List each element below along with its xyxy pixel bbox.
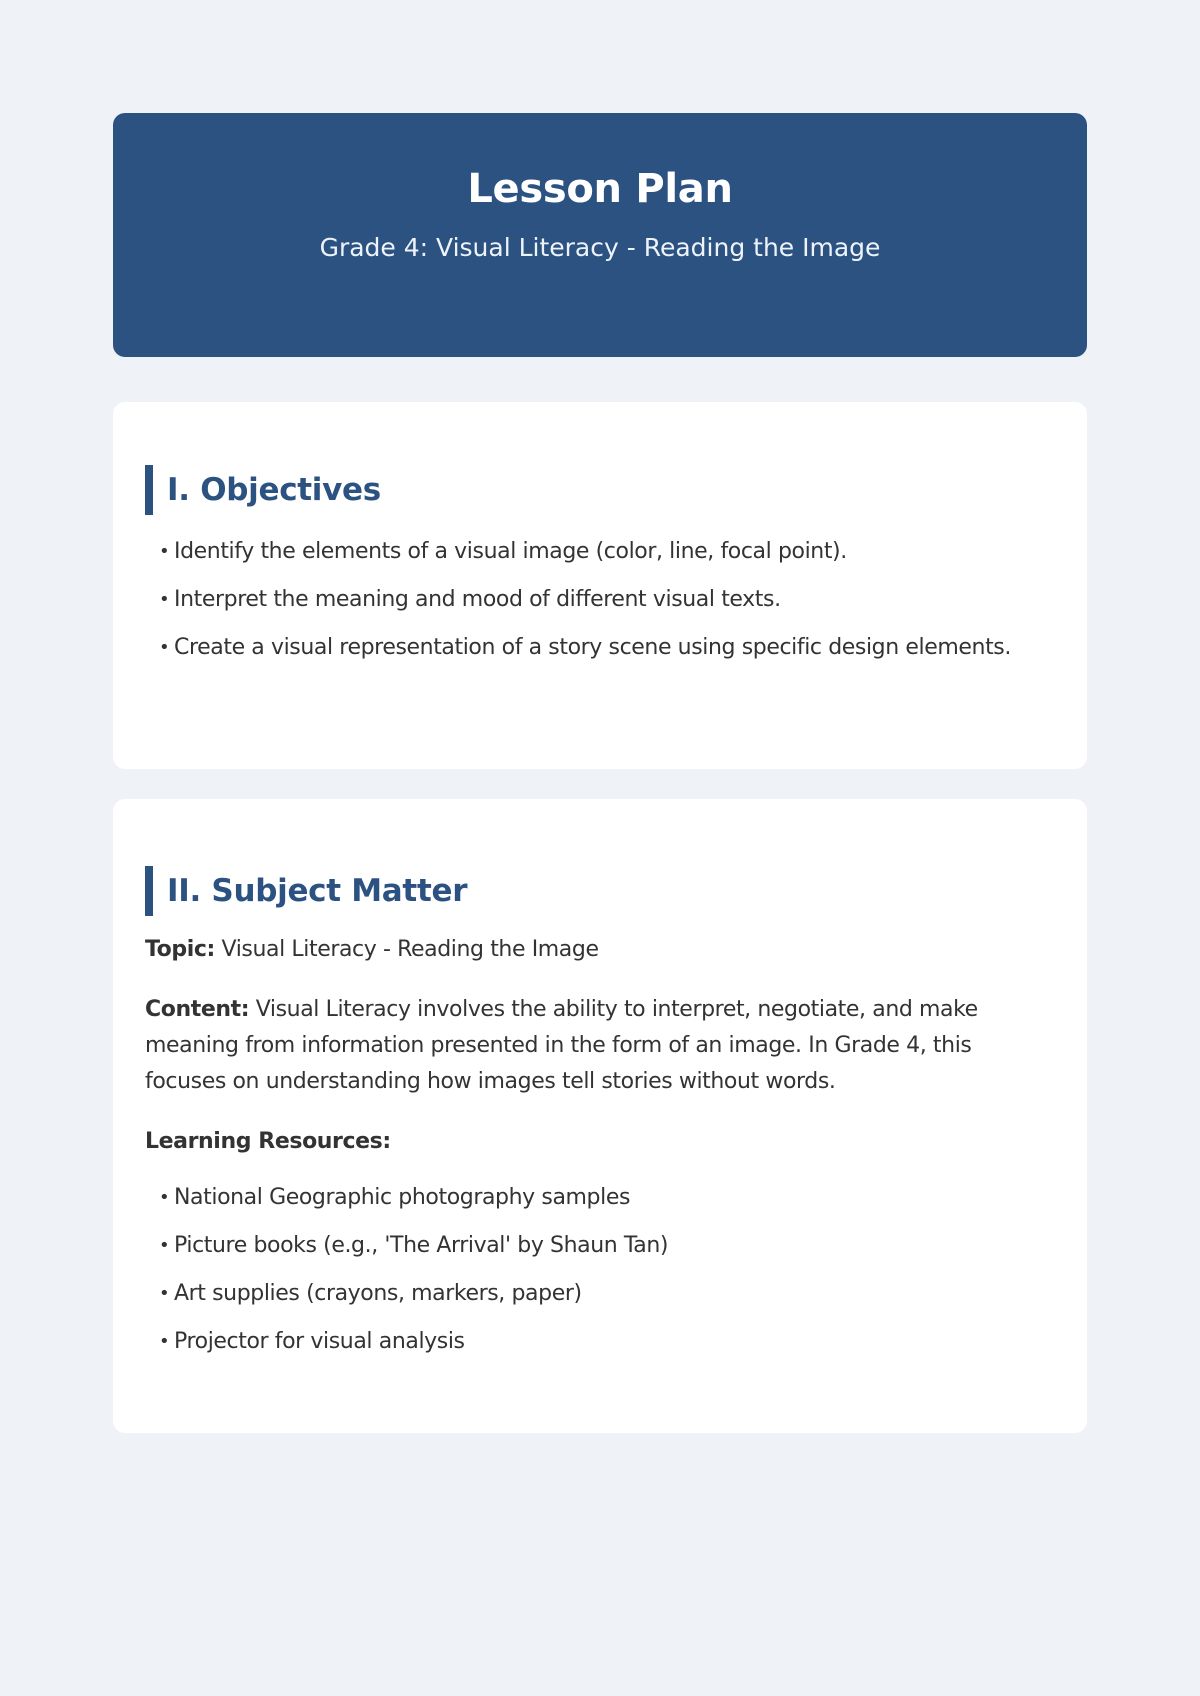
- list-item: • Interpret the meaning and mood of different visual texts.: [159, 582, 1055, 618]
- list-item: • National Geographic photography samples: [159, 1180, 1055, 1216]
- lesson-plan-page: [113, 113, 1087, 1433]
- subject-matter-heading: II. Subject Matter: [145, 866, 1055, 916]
- learning-resources-list: [145, 1180, 1055, 1360]
- list-item: • Picture books (e.g., 'The Arrival' by Shaun Tan): [159, 1228, 1055, 1264]
- subject-matter-card: [113, 799, 1087, 1433]
- list-item: • Art supplies (crayons, markers, paper): [159, 1276, 1055, 1312]
- objectives-heading: I. Objectives: [145, 465, 1055, 515]
- list-item: • Create a visual representation of a story scene using specific design elements.: [159, 630, 1055, 666]
- content-value: Visual Literacy involves the ability to interpret, negotiate, and make meaning from information presented in the form of an image. In Grade 4, this focuses on understanding how images tell stories without words.: [145, 997, 978, 1094]
- topic-value: Visual Literacy - Reading the Image: [221, 937, 599, 962]
- topic-label: Topic:: [145, 937, 215, 962]
- content-field: [145, 992, 1055, 1100]
- topic-field: [145, 932, 1055, 968]
- lesson-header: [113, 113, 1087, 357]
- list-item: • Identify the elements of a visual image (color, line, focal point).: [159, 534, 1055, 570]
- list-item: • Projector for visual analysis: [159, 1324, 1055, 1360]
- objectives-list: [145, 534, 1055, 666]
- page-subtitle: Grade 4: Visual Literacy - Reading the Image: [319, 233, 881, 262]
- page-title: Lesson Plan: [467, 166, 733, 212]
- objectives-card: [113, 402, 1087, 769]
- learning-resources-label: Learning Resources:: [145, 1129, 391, 1154]
- content-label: Content:: [145, 997, 250, 1022]
